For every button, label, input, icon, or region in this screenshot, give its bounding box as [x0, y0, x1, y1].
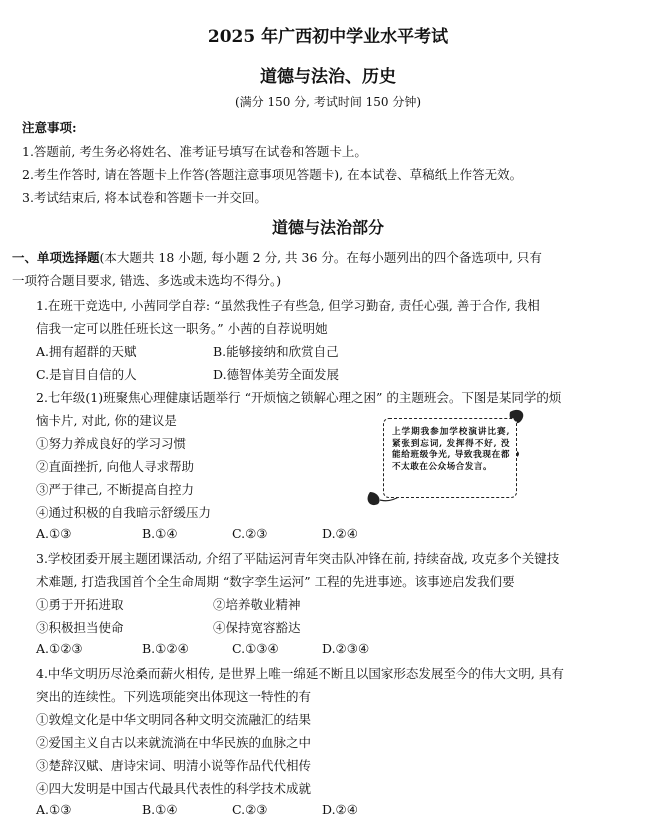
q4-option-b: B.①④	[142, 802, 178, 817]
q4-option-c: C.②③	[232, 802, 268, 817]
q1-option-b: B.能够接纳和欣赏自己	[213, 344, 339, 359]
notes-item-3: 3.考试结束后, 将本试卷和答题卡一并交回。	[22, 190, 267, 205]
q4-stem-2: 突出的连续性。下列选项能突出体现这一特性的有	[36, 689, 312, 704]
subject-title: 道德与法治、历史	[260, 67, 396, 87]
part-heading: 一、单项选择题	[12, 250, 100, 265]
q4-option-a: A.①③	[36, 802, 72, 817]
q3-option-d: D.②③④	[322, 641, 370, 656]
q2-choice-1: ①努力养成良好的学习习惯	[36, 436, 187, 451]
q3-choice-4: ④保持宽容豁达	[213, 620, 301, 635]
q1-option-c: C.是盲目自信的人	[36, 367, 137, 382]
leaf-icon-2	[368, 492, 380, 505]
q3-option-b: B.①②④	[142, 641, 189, 656]
q4-choice-4: ④四大发明是中国古代最具代表性的科学技术成就	[36, 781, 312, 796]
q2-option-d: D.②④	[322, 526, 358, 541]
q1-option-a: A.拥有超群的天赋	[36, 344, 137, 359]
q2-choice-2: ②直面挫折, 向他人寻求帮助	[36, 459, 194, 474]
worry-card	[383, 418, 517, 498]
part-heading-line	[12, 248, 542, 266]
q2-option-a: A.①③	[36, 526, 72, 541]
q3-choice-2: ②培养敬业精神	[213, 597, 301, 612]
q3-choice-1: ①勇于开拓进取	[36, 597, 124, 612]
q1-option-d: D.德智体美劳全面发展	[213, 367, 340, 382]
part-desc-2: 一项符合题目要求, 错选、多选或未选均不得分。)	[12, 273, 282, 288]
q1-stem-1: 1.在班干竞选中, 小茜同学自荐: “虽然我性子有些急, 但学习勤奋, 责任心强, 善于合作, 我相	[36, 298, 540, 313]
q3-option-a: A.①②③	[36, 641, 83, 656]
q2-choice-3: ③严于律己, 不断提高自控力	[36, 482, 194, 497]
q2-option-c: C.②③	[232, 526, 268, 541]
q2-stem-2: 恼卡片, 对此, 你的建议是	[36, 413, 177, 428]
q4-option-d: D.②④	[322, 802, 358, 817]
q3-stem-2: 术难题, 打造我国首个全生命周期 “数字孪生运河” 工程的先进事迹。该事迹启发我们要	[36, 574, 515, 589]
worry-card-text: 上学期我参加学校演讲比赛, 紧张到忘词, 发挥得不好, 没能给班级争光, 导致我现在都不太敢在公众场合发言。	[392, 427, 510, 472]
section-title: 道德与法治部分	[271, 218, 384, 237]
q2-stem-1: 2.七年级(1)班聚焦心理健康话题举行 “开烦恼之锁解心理之困” 的主题班会。下图是某同学的烦	[36, 390, 562, 405]
q4-choice-2: ②爱国主义自古以来就流淌在中华民族的血脉之中	[36, 735, 312, 750]
q3-option-c: C.①③④	[232, 641, 279, 656]
exam-title: 2025 年广西初中学业水平考试	[207, 27, 449, 47]
q2-option-b: B.①④	[142, 526, 178, 541]
q1-stem-2: 信我一定可以胜任班长这一职务。” 小茜的自荐说明她	[36, 321, 328, 336]
notes-heading: 注意事项:	[22, 120, 77, 135]
q3-stem-1: 3.学校团委开展主题团课活动, 介绍了平陆运河青年突击队冲锋在前, 持续奋战, 攻克多个关键技	[36, 551, 560, 566]
notes-item-1: 1.答题前, 考生务必将姓名、准考证号填写在试卷和答题卡上。	[22, 144, 367, 159]
q2-choice-4: ④通过积极的自我暗示舒缓压力	[36, 505, 212, 520]
q4-stem-1: 4.中华文明历尽沧桑而薪火相传, 是世界上唯一绵延不断且以国家形态发展至今的伟大文明, 具有	[36, 666, 564, 681]
notes-item-2: 2.考生作答时, 请在答题卡上作答(答题注意事项见答题卡), 在本试卷、草稿纸上作答无效。	[22, 167, 523, 182]
exam-info: (满分 150 分, 考试时间 150 分钟)	[234, 95, 422, 109]
q4-choice-3: ③楚辞汉赋、唐诗宋词、明清小说等作品代代相传	[36, 758, 312, 773]
q4-choice-1: ①敦煌文化是中华文明同各种文明交流融汇的结果	[36, 712, 312, 727]
part-desc-1: (本大题共 18 小题, 每小题 2 分, 共 36 分。在每小题列出的四个备选项中, 只有	[99, 250, 542, 265]
q3-choice-3: ③积极担当使命	[36, 620, 124, 635]
